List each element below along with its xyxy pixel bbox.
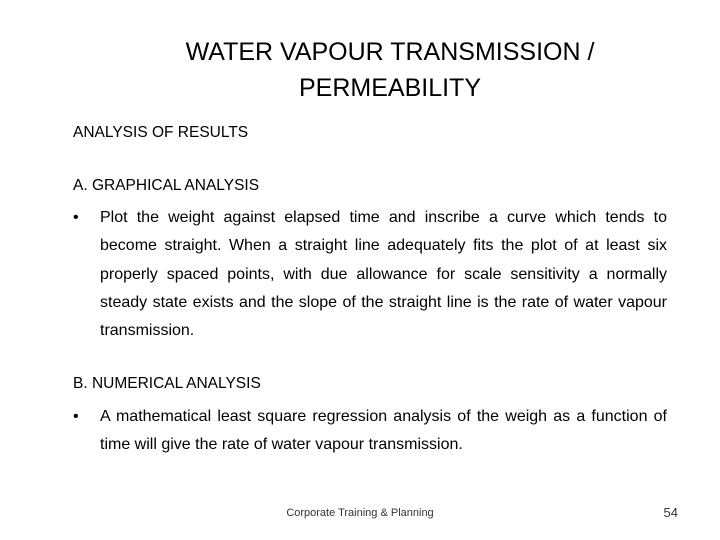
bullet-text-numerical: A mathematical least square regression analysis of the weigh as a function of time will give the rate of water vapour transmission. bbox=[100, 408, 667, 454]
subheading-numerical-analysis: B. NUMERICAL ANALYSIS bbox=[73, 375, 261, 392]
footer-text: Corporate Training & Planning bbox=[286, 507, 434, 519]
section-heading-analysis: ANALYSIS OF RESULTS bbox=[73, 124, 249, 141]
bullet-graphical bbox=[73, 204, 667, 345]
bullet-numerical bbox=[73, 403, 667, 460]
page-number: 54 bbox=[663, 505, 678, 520]
title-line-2: PERMEABILITY bbox=[299, 74, 481, 102]
bullet-marker: • bbox=[73, 408, 79, 425]
slide-title bbox=[100, 34, 680, 106]
bullet-text-graphical: Plot the weight against elapsed time and inscribe a curve which tends to become straight. When a straight line adequately fits the plot of at least six properly spaced points, with due allowance for scale sensitivity a normally steady state exists and the slope of the straight line is the rate of water vapour transmission. bbox=[100, 209, 667, 340]
title-line-1: WATER VAPOUR TRANSMISSION / bbox=[185, 38, 595, 66]
subheading-graphical-analysis: A. GRAPHICAL ANALYSIS bbox=[73, 177, 260, 194]
bullet-marker: • bbox=[73, 209, 79, 226]
